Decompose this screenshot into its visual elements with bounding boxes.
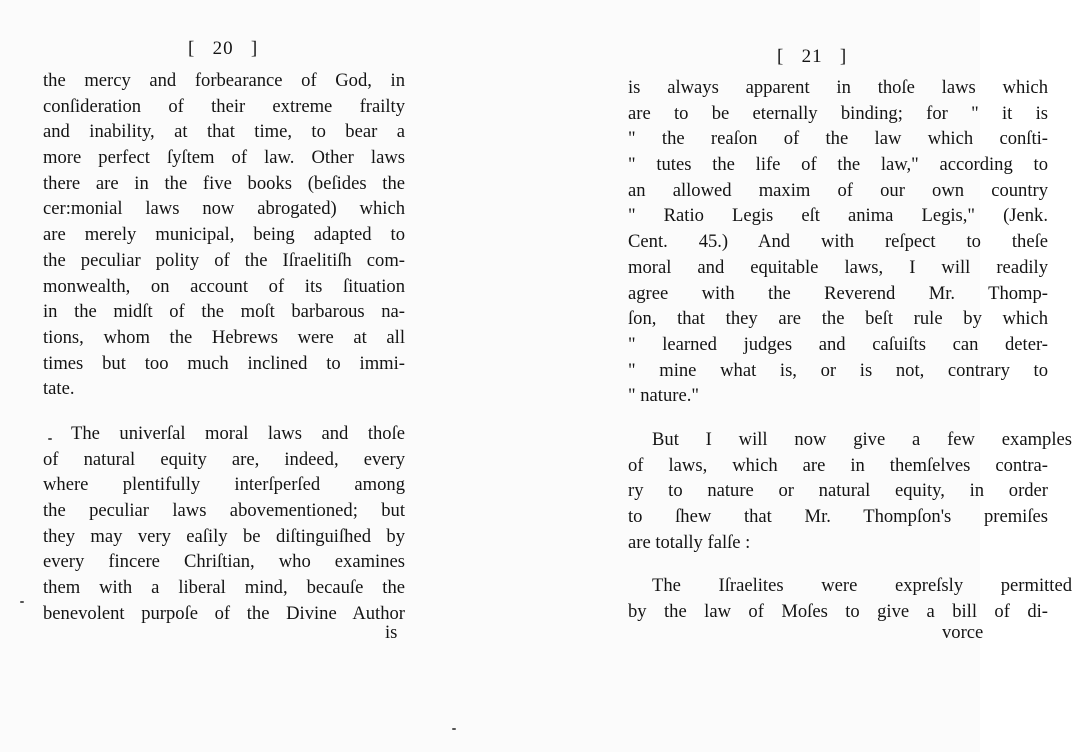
text-line: conſideration of their extreme frailty bbox=[43, 95, 405, 117]
text-line: where plentifully interſperſed among bbox=[43, 474, 405, 496]
text-line: there are in the five books (beſides the bbox=[43, 172, 405, 194]
paper-speck bbox=[20, 601, 24, 603]
paper-speck bbox=[452, 728, 456, 730]
text-line: is always apparent in thoſe laws which bbox=[628, 77, 1048, 98]
text-line: moral and equitable laws, I will readily bbox=[628, 256, 1048, 278]
text-line: The univerſal moral laws and thoſe bbox=[71, 423, 405, 444]
text-line: But I will now give a few examples bbox=[652, 429, 1072, 450]
text-line: in the midſt of the moſt barbarous na- bbox=[43, 301, 405, 323]
text-line: monwealth, on account of its ſituation bbox=[43, 275, 405, 297]
text-line: and inability, at that time, to bear a bbox=[43, 121, 405, 143]
text-line: agree with the Reverend Mr. Thomp- bbox=[628, 282, 1048, 304]
text-line: by the law of Moſes to give a bill of di- bbox=[628, 600, 1048, 622]
text-line: them with a liberal mind, becauſe the bbox=[43, 577, 405, 599]
text-line: " tutes the life of the law," according to bbox=[628, 154, 1048, 176]
page-21 bbox=[560, 0, 1072, 752]
text-line: benevolent purpoſe of the Divine Author bbox=[43, 602, 405, 624]
text-line: the peculiar laws abovementioned; but bbox=[43, 500, 405, 522]
paragraph-1 bbox=[43, 68, 405, 402]
page-number: [ 21 ] bbox=[777, 46, 848, 67]
text-line: ſon, that they are the beſt rule by which bbox=[628, 308, 1048, 330]
text-line: are totally falſe : bbox=[628, 531, 751, 553]
text-line: " Ratio Legis eſt anima Legis," (Jenk. bbox=[628, 205, 1048, 227]
paragraph-2 bbox=[43, 421, 405, 627]
text-line: The Iſraelites were expreſsly permitted bbox=[652, 575, 1072, 596]
text-line: ry to nature or natural equity, in order bbox=[628, 480, 1048, 502]
page-number: [ 20 ] bbox=[188, 38, 259, 59]
catchword: vorce bbox=[942, 622, 984, 643]
text-line: cer:monial laws now abrogated) which bbox=[43, 198, 405, 220]
catchword: is bbox=[385, 622, 398, 643]
text-line: of laws, which are in themſelves contra- bbox=[628, 454, 1048, 476]
text-line: " nature." bbox=[628, 385, 699, 407]
text-line: " mine what is, or is not, contrary to bbox=[628, 359, 1048, 381]
text-line: times but too much inclined to immi- bbox=[43, 352, 405, 374]
paragraph-2 bbox=[628, 427, 1072, 555]
text-line: tate. bbox=[43, 378, 75, 400]
text-line: of natural equity are, indeed, every bbox=[43, 448, 405, 470]
text-line: " the reaſon of the law which conſti- bbox=[628, 128, 1048, 150]
text-line: the peculiar polity of the Iſraelitiſh com- bbox=[43, 249, 405, 271]
text-line: " learned judges and caſuiſts can deter- bbox=[628, 333, 1048, 355]
page-20 bbox=[0, 0, 490, 752]
paper-speck bbox=[48, 438, 52, 440]
text-line: an allowed maxim of our own country bbox=[628, 179, 1048, 201]
text-line: every fincere Chriſtian, who examines bbox=[43, 551, 405, 573]
text-line: the mercy and forbearance of God, in bbox=[43, 70, 405, 91]
text-line: are merely municipal, being adapted to bbox=[43, 224, 405, 246]
text-line: are to be eternally binding; for " it is bbox=[628, 102, 1048, 124]
text-line: tions, whom the Hebrews were at all bbox=[43, 326, 405, 348]
text-line: they may very eaſily be diſtinguiſhed by bbox=[43, 525, 405, 547]
text-line: Cent. 45.) And with reſpect to theſe bbox=[628, 231, 1048, 253]
paragraph-1 bbox=[628, 75, 1048, 409]
text-line: to ſhew that Mr. Thompſon's premiſes bbox=[628, 506, 1048, 528]
text-line: more perfect ſyſtem of law. Other laws bbox=[43, 147, 405, 169]
paragraph-3 bbox=[628, 573, 1072, 624]
